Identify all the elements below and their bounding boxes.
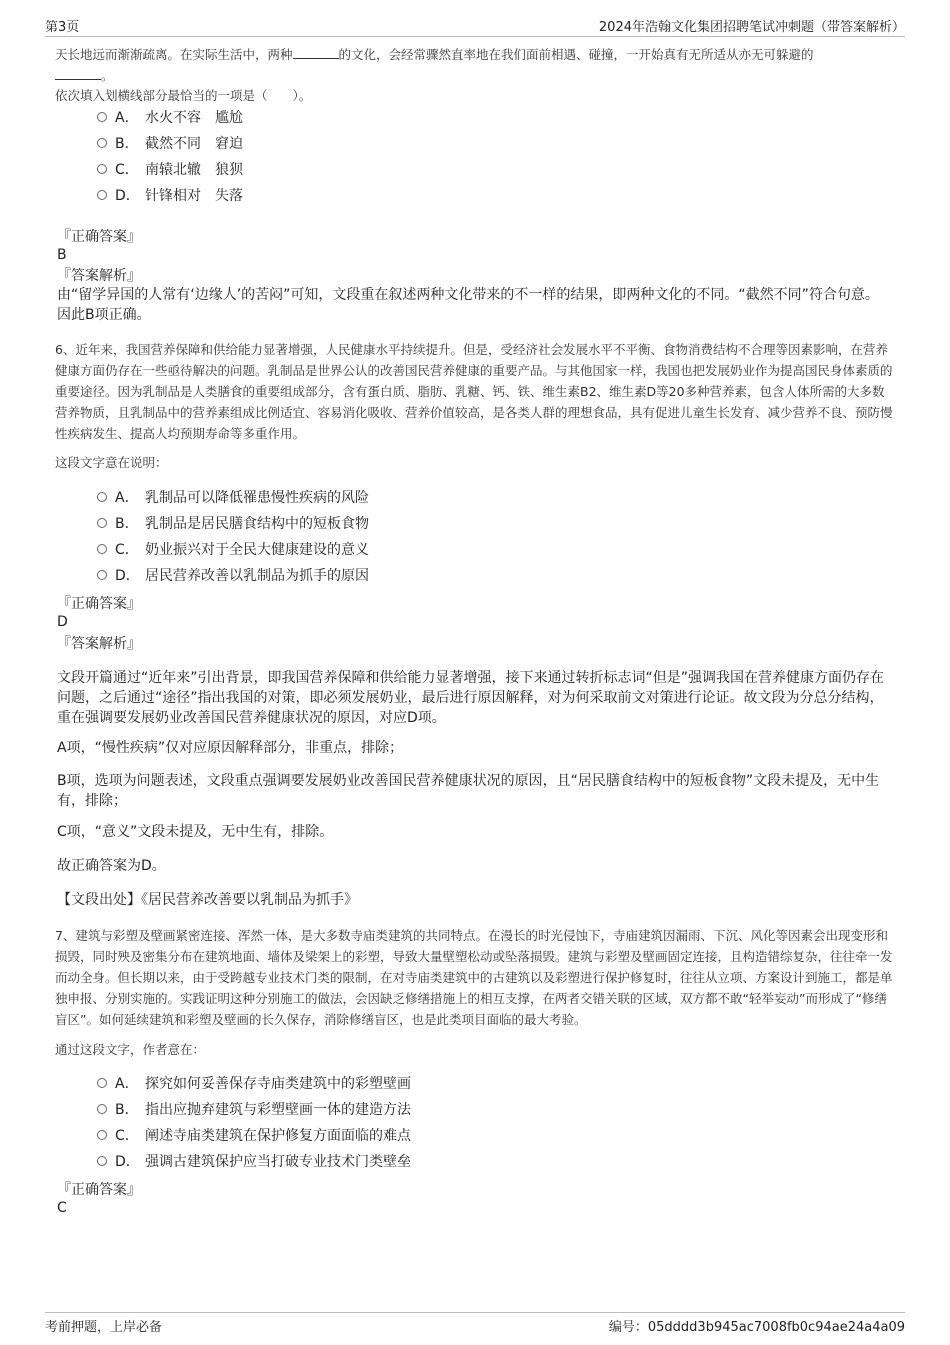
q5-option-a[interactable] <box>97 108 243 128</box>
q6-answer-label: 『正确答案』 <box>57 596 141 612</box>
q6-option-d[interactable] <box>97 566 369 586</box>
option-text: 居民营养改善以乳制品为抓手的原因 <box>145 568 369 584</box>
q6-analysis-1: 文段开篇通过“近年来”引出背景，即我国营养保障和供给能力显著增强，接下来通过转折标志词“但是”强调我国在营养健康方面仍存在问题，之后通过“途径”指出我国的对策，即必须发展奶业，最后进行原因解释，对为何采取前文对策进行论证。故文段为分总分结构，重在强调要发展奶业改善国民营养健康状况的原因，对应D项。 <box>57 670 885 726</box>
q7-passage: 7、建筑与彩塑及壁画紧密连接、浑然一体，是大多数寺庙类建筑的共同特点。在漫长的时光侵蚀下，寺庙建筑因漏雨、下沉、风化等因素会出现变形和损毁，同时殃及密集分布在建筑地面、墙体及梁架上的彩塑，导致大量壁塑松动或坠落损毁。建筑与彩塑及壁画固定连接，且构造错综复杂，往往牵一发而动全身。但长期以来，由于受跨越专业技术门类的限制，在对寺庙类建筑中的古建筑以及彩塑进行保护修复时，往往从立项、方案设计到施工，都是单独申报、分别实施的。实践证明这种分别施工的做法，会因缺乏修缮措施上的相互支撑，在两者交错关联的区域，双方都不敢“轻举妄动”而形成了“修缮盲区”。如何延续建筑和彩塑及壁画的长久保存，消除修缮盲区，也是此类项目面临的最大考验。 <box>55 928 893 1027</box>
option-letter: C． <box>115 162 139 178</box>
radio-icon[interactable] <box>97 1156 107 1166</box>
radio-icon[interactable] <box>97 544 107 554</box>
q5-answer-label: 『正确答案』 <box>57 229 141 245</box>
q5-analysis-label: 『答案解析』 <box>57 268 141 284</box>
q6-option-a[interactable] <box>97 488 369 508</box>
option-letter: B． <box>115 136 139 152</box>
page-footer <box>45 1312 905 1337</box>
q6-option-c[interactable] <box>97 540 369 560</box>
option-text: 乳制品是居民膳食结构中的短板食物 <box>145 516 369 532</box>
blank-line <box>293 46 339 59</box>
page-header <box>45 14 905 37</box>
q6-prompt: 这段文字意在说明： <box>55 455 168 470</box>
q7-option-c[interactable] <box>97 1126 411 1146</box>
option-letter: D． <box>115 188 140 204</box>
radio-icon[interactable] <box>97 492 107 502</box>
radio-icon[interactable] <box>97 138 107 148</box>
q6-answer: D <box>57 614 68 630</box>
radio-icon[interactable] <box>97 164 107 174</box>
radio-icon[interactable] <box>97 1130 107 1140</box>
option-text: 强调古建筑保护应当打破专业技术门类壁垒 <box>145 1154 411 1170</box>
q7-answer-label: 『正确答案』 <box>57 1182 141 1198</box>
option-letter: B． <box>115 516 139 532</box>
q5-analysis: 由“留学异国的人常有‘边缘人’的苦闷”可知，文段重在叙述两种文化带来的不一样的结果，即两种文化的不同。“截然不同”符合句意。因此B项正确。 <box>57 287 879 323</box>
q6-passage: 6、近年来，我国营养保障和供给能力显著增强，人民健康水平持续提升。但是，受经济社会发展水平不平衡、食物消费结构不合理等因素影响，在营养健康方面仍存在一些亟待解决的问题。乳制品是世界公认的改善国民营养健康的重要产品。与其他国家一样，我国也把发展奶业作为提高国民身体素质的重要途径。因为乳制品是人类膳食的重要组成部分，含有蛋白质、脂肪、乳糖、钙、铁、维生素B2、维生素D等20多种营养素，包含人体所需的大多数营养物质，且乳制品中的营养素组成比例适宜、容易消化吸收、营养价值较高，是各类人群的理想食品，具有促进儿童生长发育、减少营养不良、预防慢性疾病发生、提高人均预期寿命等多重作用。 <box>55 342 893 441</box>
radio-icon[interactable] <box>97 1078 107 1088</box>
q6-analysis-4: C项，“意义”文段未提及，无中生有，排除。 <box>57 824 334 840</box>
page-number: 第3页 <box>45 20 80 35</box>
q5-passage-part1: 天长地远而渐渐疏离。在实际生活中，两种 <box>55 47 293 62</box>
q5-passage-part2: 的文化，会经常骤然直率地在我们面前相遇、碰撞，一开始真有无所适从亦无可躲避的 <box>338 47 814 62</box>
option-text: 截然不同 窘迫 <box>145 136 243 152</box>
option-letter: D． <box>115 568 140 584</box>
option-letter: A． <box>115 490 139 506</box>
option-letter: B． <box>115 1102 139 1118</box>
option-text: 南辕北辙 狼狈 <box>145 162 243 178</box>
option-text: 水火不容 尴尬 <box>145 110 243 126</box>
q5-option-d[interactable] <box>97 186 243 206</box>
option-letter: A． <box>115 110 139 126</box>
radio-icon[interactable] <box>97 1104 107 1114</box>
q6-analysis-5: 故正确答案为D。 <box>57 858 166 874</box>
radio-icon[interactable] <box>97 112 107 122</box>
q5-passage-part3: 。 <box>101 68 114 83</box>
document-title: 2024年浩翰文化集团招聘笔试冲刺题（带答案解析） <box>598 20 905 35</box>
option-text: 探究如何妥善保存寺庙类建筑中的彩塑壁画 <box>145 1076 411 1092</box>
q6-analysis-2: A项，“慢性疾病”仅对应原因解释部分，非重点，排除； <box>57 740 404 756</box>
option-text: 乳制品可以降低罹患慢性疾病的风险 <box>145 490 369 506</box>
option-text: 指出应抛弃建筑与彩塑壁画一体的建造方法 <box>145 1102 411 1118</box>
blank-line <box>55 67 101 80</box>
q5-option-b[interactable] <box>97 134 243 154</box>
q5-prompt: 依次填入划横线部分最恰当的一项是（ ）。 <box>55 88 312 103</box>
q7-answer: C <box>57 1200 67 1216</box>
radio-icon[interactable] <box>97 570 107 580</box>
q7-option-d[interactable] <box>97 1152 411 1172</box>
q5-option-c[interactable] <box>97 160 243 180</box>
document-id: 编号：05dddd3b945ac7008fb0c94ae24a4a09 <box>608 1320 905 1335</box>
q6-analysis-label: 『答案解析』 <box>57 636 141 652</box>
option-letter: A． <box>115 1076 139 1092</box>
radio-icon[interactable] <box>97 190 107 200</box>
option-letter: D． <box>115 1154 140 1170</box>
q7-prompt: 通过这段文字，作者意在： <box>55 1042 206 1057</box>
q6-source: 【文段出处】《居民营养改善要以乳制品为抓手》 <box>57 892 358 908</box>
option-text: 阐述寺庙类建筑在保护修复方面面临的难点 <box>145 1128 411 1144</box>
option-letter: C． <box>115 542 139 558</box>
footer-slogan: 考前押题，上岸必备 <box>45 1320 163 1335</box>
option-letter: C． <box>115 1128 139 1144</box>
q6-option-b[interactable] <box>97 514 369 534</box>
q5-answer: B <box>57 247 67 263</box>
q5-passage <box>55 44 895 86</box>
option-text: 奶业振兴对于全民大健康建设的意义 <box>145 542 369 558</box>
q7-option-a[interactable] <box>97 1074 411 1094</box>
radio-icon[interactable] <box>97 518 107 528</box>
q7-option-b[interactable] <box>97 1100 411 1120</box>
q6-analysis-3: B项，选项为问题表述，文段重点强调要发展奶业改善国民营养健康状况的原因，且“居民膳食结构中的短板食物”文段未提及，无中生有，排除； <box>57 773 880 809</box>
option-text: 针锋相对 失落 <box>145 188 243 204</box>
